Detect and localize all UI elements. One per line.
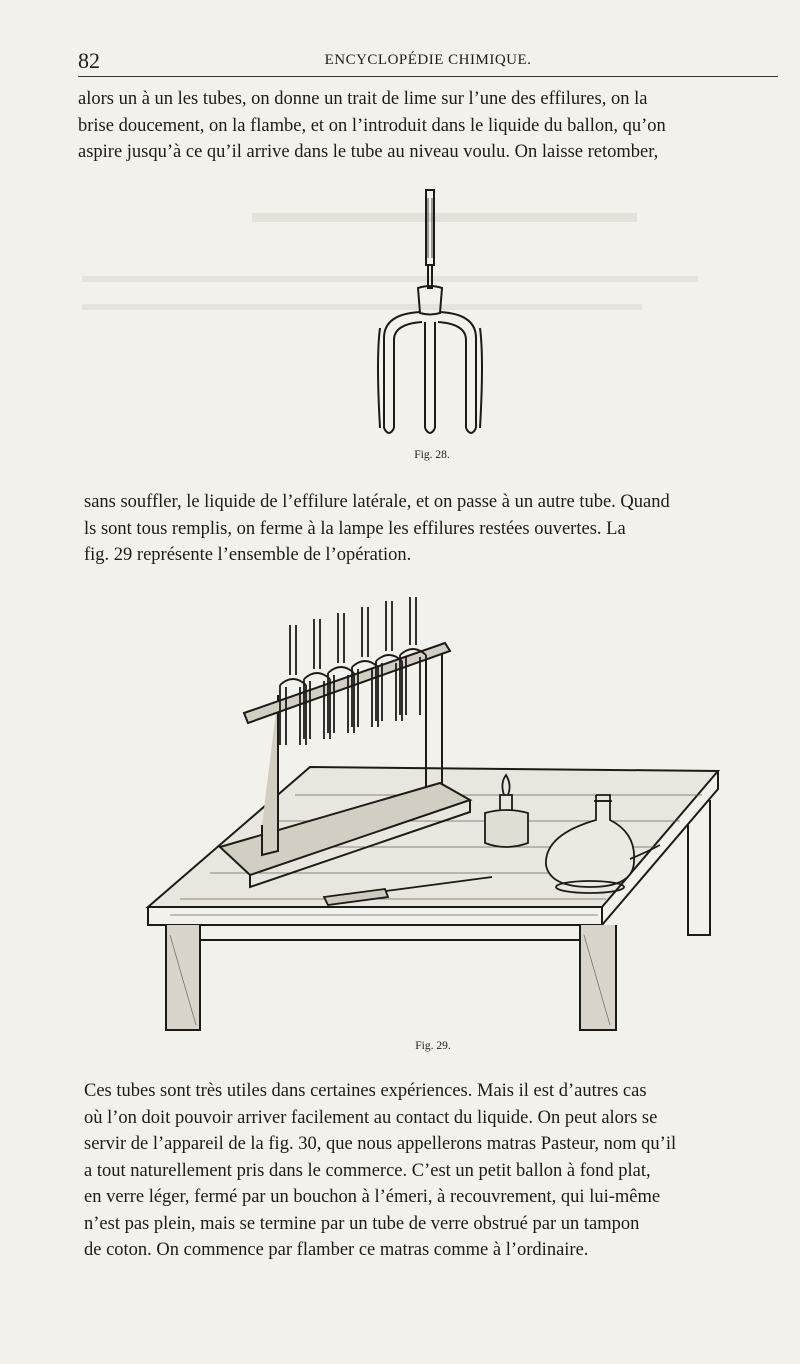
paragraph-3 <box>84 1078 780 1264</box>
text-line: fig. 29 représente l’ensemble de l’opération. <box>84 545 412 565</box>
text-line: servir de l’appareil de la fig. 30, que nous appellerons matras Pasteur, nom qu’il <box>84 1134 677 1154</box>
text-line: aspire jusqu’à ce qu’il arrive dans le tube au niveau voulu. On laisse retomber, <box>78 142 659 162</box>
text-line: alors un à un les tubes, on donne un trait de lime sur l’une des effilures, on la <box>78 89 648 109</box>
paragraph-2 <box>84 489 780 569</box>
paragraph-1 <box>78 86 778 166</box>
text-line: sans souffler, le liquide de l’effilure latérale, et on passe à un autre tube. Quand <box>84 492 670 512</box>
text-line: de coton. On commence par flamber ce matras comme à l’ordinaire. <box>84 1240 589 1260</box>
figure-28-caption: Fig. 28. <box>414 449 450 461</box>
page-header <box>78 44 778 77</box>
running-title: ENCYCLOPÉDIE CHIMIQUE. <box>324 52 532 68</box>
figure-28-tube-illustration <box>370 188 490 443</box>
figure-29-apparatus-illustration <box>140 595 730 1035</box>
text-line: brise doucement, on la flambe, et on l’introduit dans le liquide du ballon, qu’on <box>78 115 666 136</box>
text-line: où l’on doit pouvoir arriver facilement au contact du liquide. On peut alors se <box>84 1107 658 1128</box>
text-line: ls sont tous remplis, on ferme à la lampe les effilures restées ouvertes. La <box>84 518 626 539</box>
text-line: a tout naturellement pris dans le commerce. C’est un petit ballon à fond plat, <box>84 1160 651 1181</box>
figure-29-caption: Fig. 29. <box>415 1040 451 1052</box>
text-line: n’est pas plein, mais se termine par un tube de verre obstrué par un tampon <box>84 1213 640 1234</box>
text-line: en verre léger, fermé par un bouchon à l’émeri, à recouvrement, qui lui-même <box>84 1187 661 1207</box>
page-number: 82 <box>78 48 100 73</box>
text-line: Ces tubes sont très utiles dans certaines expériences. Mais il est d’autres cas <box>84 1081 647 1101</box>
